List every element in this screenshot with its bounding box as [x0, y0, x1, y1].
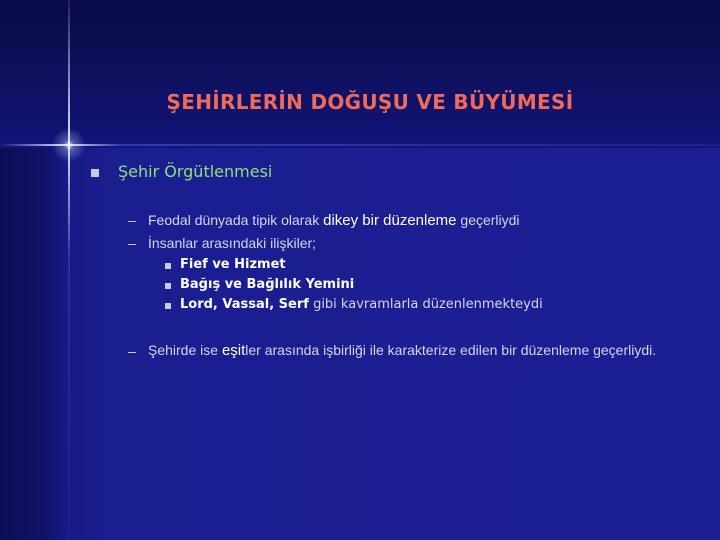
- title-band: [0, 0, 720, 148]
- flare-glow: [52, 128, 86, 162]
- horizontal-flare-line: [0, 144, 720, 146]
- square-bullet-icon: [165, 303, 171, 309]
- square-bullet-icon: [91, 169, 99, 177]
- subpoint-fief: [180, 257, 286, 273]
- square-bullet-icon: [165, 263, 171, 269]
- section-heading: Şehir Örgütlenmesi: [118, 162, 273, 181]
- last-emphasis: eşit: [221, 342, 246, 359]
- dash-bullet: –: [128, 235, 136, 251]
- subpoint-lord: [180, 297, 543, 313]
- last-text-b: ler arasında işbirliği ile karakterize edilen bir düzenleme geçerliydi.: [245, 342, 657, 358]
- subpoint-rest: gibi kavramlarla düzenlenmekteydi: [308, 297, 543, 312]
- point-sehir: [148, 340, 688, 361]
- vertical-flare-line: [68, 0, 70, 540]
- point-text: [148, 211, 520, 230]
- point-emphasis: dikey bir düzenleme: [323, 212, 457, 229]
- slide-title: ŞEHİRLERİN DOĞUŞU VE BÜYÜMESİ: [166, 90, 574, 114]
- subpoint-bold: Lord, Vassal, Serf: [180, 297, 309, 312]
- subpoint-text: Fief ve Hizmet: [180, 257, 286, 272]
- square-bullet-icon: [165, 283, 171, 289]
- point-text-b: geçerliydi: [456, 212, 520, 228]
- dash-bullet: –: [128, 212, 136, 228]
- last-text-a: Şehirde ise: [148, 342, 222, 358]
- subpoint-bagis: [180, 277, 354, 293]
- dash-bullet: –: [128, 343, 136, 359]
- subpoint-text: Bağış ve Bağlılık Yemini: [180, 277, 355, 292]
- point-text-a: Feodal dünyada tipik olarak: [148, 212, 324, 228]
- point-text: İnsanlar arasındaki ilişkiler;: [148, 235, 317, 251]
